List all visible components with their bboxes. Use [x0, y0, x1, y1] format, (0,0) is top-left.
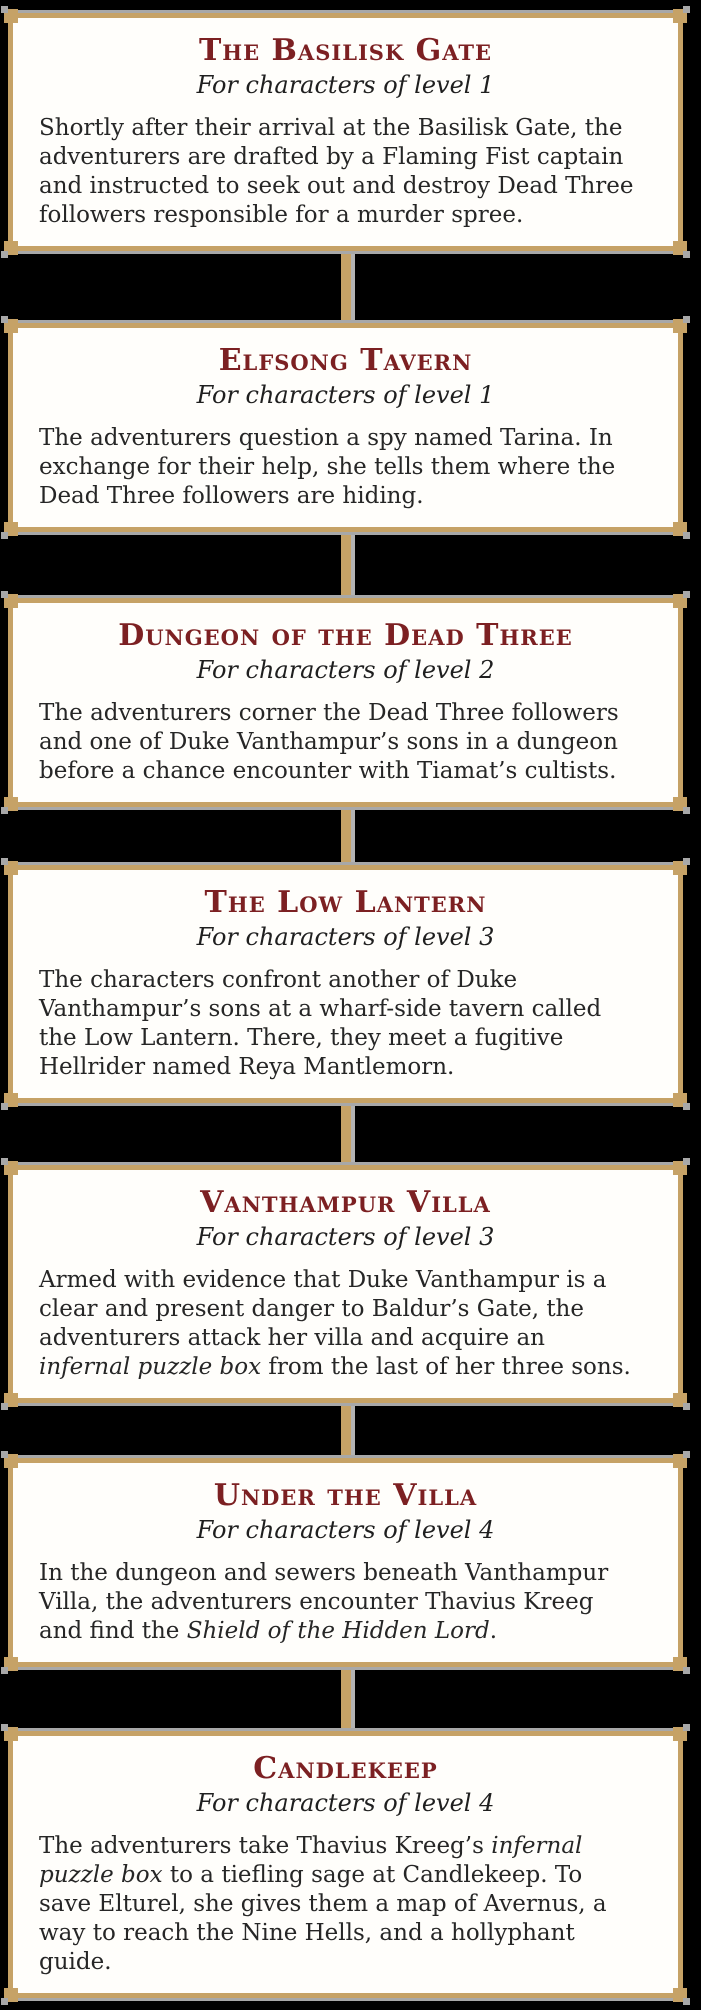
node-title: Candlekeep [253, 1751, 438, 1786]
corner-ornament [673, 1727, 687, 1741]
flowchart-node-under-the-villa [8, 1458, 683, 1667]
corner-ornament [4, 1727, 18, 1741]
corner-ornament [4, 1093, 18, 1107]
corner-ornament [673, 9, 687, 23]
node-title: The Basilisk Gate [198, 33, 493, 68]
corner-ornament [673, 1657, 687, 1671]
node-title: Elfsong Tavern [218, 343, 473, 378]
corner-ornament [4, 1161, 18, 1175]
corner-ornament [673, 319, 687, 333]
corner-ornament [673, 1161, 687, 1175]
node-title: Under the Villa [213, 1478, 478, 1513]
corner-ornament [4, 241, 18, 255]
node-subtitle: For characters of level 4 [196, 1789, 495, 1817]
corner-ornament [673, 1093, 687, 1107]
node-subtitle: For characters of level 4 [196, 1516, 495, 1544]
node-body: The adventurers corner the Dead Three followers and one of Duke Vanthampur’s sons in a dungeon before a chance encounter with Tiamat’s cultists. [39, 700, 619, 784]
connector-line [341, 1403, 351, 1458]
corner-ornament [673, 241, 687, 255]
corner-ornament [4, 522, 18, 536]
node-title: Vanthampur Villa [200, 1185, 491, 1220]
flowchart-node-candlekeep [8, 1731, 683, 1998]
node-subtitle: For characters of level 3 [196, 923, 495, 951]
node-body: The adventurers take Thavius Kreeg’s infernal puzzle box to a tiefling sage at Candlekeep. To save Elturel, she gives them a map of Avernus, a way to reach the Nine Hells, and a hollyphant guide. [39, 1833, 607, 1975]
corner-ornament [4, 1454, 18, 1468]
flowchart-node-low-lantern [8, 865, 683, 1103]
corner-ornament [4, 861, 18, 875]
connector-line [341, 1667, 351, 1731]
node-body: The adventurers question a spy named Tarina. In exchange for their help, she tells them where the Dead Three followers are hiding. [39, 425, 616, 509]
connector-line [341, 251, 351, 323]
node-body: Armed with evidence that Duke Vanthampur is a clear and present danger to Baldur’s Gate, the adventurers attack her villa and acquire an infernal puzzle box from the last of her three sons. [39, 1267, 631, 1380]
node-body: Shortly after their arrival at the Basilisk Gate, the adventurers are drafted by a Flaming Fist captain and instructed to seek out and destroy Dead Three followers responsible for a murder spree. [39, 115, 634, 228]
corner-ornament [4, 797, 18, 811]
connector-line [341, 1103, 351, 1165]
flowchart-node-dungeon-dead-three [8, 598, 683, 807]
flowchart-node-vanthampur-villa [8, 1165, 683, 1403]
node-body: The characters confront another of Duke Vanthampur’s sons at a wharf-side tavern called the Low Lantern. There, they meet a fugitive Hellrider named Reya Mantlemorn. [39, 967, 602, 1080]
corner-ornament [4, 594, 18, 608]
node-title: Dungeon of the Dead Three [118, 618, 573, 653]
corner-ornament [673, 1393, 687, 1407]
node-subtitle: For characters of level 1 [196, 71, 495, 99]
corner-ornament [673, 797, 687, 811]
corner-ornament [673, 594, 687, 608]
flowchart-node-basilisk-gate [8, 13, 683, 251]
node-title: The Low Lantern [204, 885, 487, 920]
node-subtitle: For characters of level 1 [196, 381, 495, 409]
corner-ornament [673, 861, 687, 875]
adventure-flowchart [8, 10, 683, 1998]
corner-ornament [4, 319, 18, 333]
corner-ornament [4, 1657, 18, 1671]
node-subtitle: For characters of level 2 [196, 656, 495, 684]
connector-line [341, 532, 351, 598]
corner-ornament [4, 1393, 18, 1407]
node-subtitle: For characters of level 3 [196, 1223, 495, 1251]
corner-ornament [673, 1454, 687, 1468]
flowchart-node-elfsong-tavern [8, 323, 683, 532]
node-body: In the dungeon and sewers beneath Vanthampur Villa, the adventurers encounter Thavius Kreeg and find the Shield of the Hidden Lord. [39, 1560, 609, 1644]
corner-ornament [4, 9, 18, 23]
connector-line [341, 807, 351, 865]
corner-ornament [673, 522, 687, 536]
